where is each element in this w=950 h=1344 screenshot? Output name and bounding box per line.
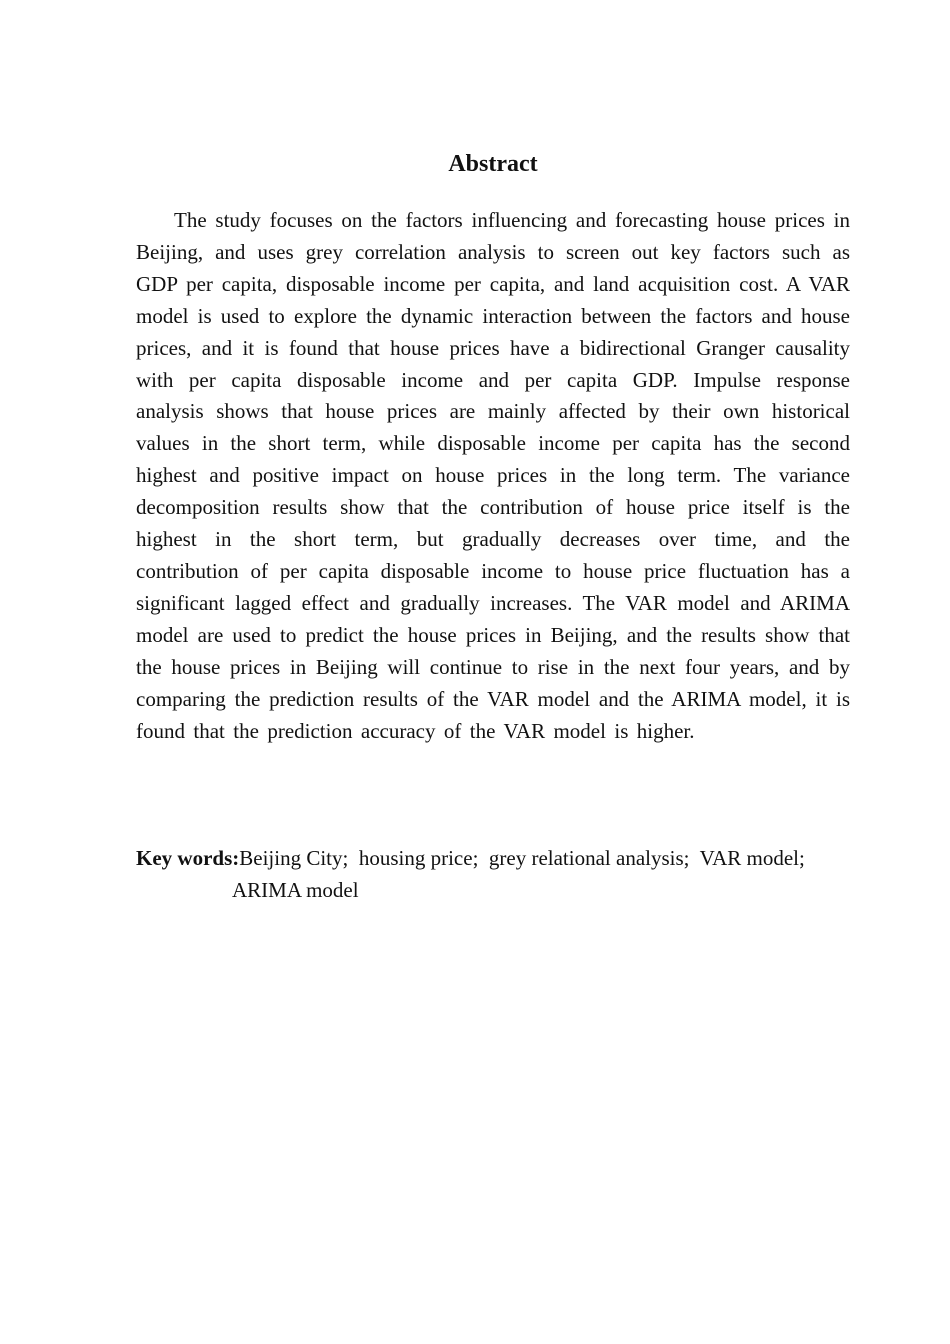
abstract-body: The study focuses on the factors influencing and forecasting house prices in Beijing, and uses grey correlation analysis to screen out key factors such as GDP per capita, disposable income per capita, and land acquisition cost. A VAR model is used to explore the dynamic interaction between the factors and house prices, and it is found that house prices have a bidirectional Granger causality with per capita disposable income and per capita GDP. Impulse response analysis shows that house prices are mainly affected by their own historical values in the short term, while disposable income per capita has the second highest and positive impact on house prices in the long term. The variance decomposition results show that the contribution of house price itself is the highest in the short term, but gradually decreases over time, and the contribution of per capita disposable income to house price fluctuation has a significant lagged effect and gradually increases. The VAR model and ARIMA model are used to predict the house prices in Beijing, and the results show that the house prices in Beijing will continue to rise in the next four years, and by comparing the prediction results of the VAR model and the ARIMA model, it is found that the prediction accuracy of the VAR model is higher. xyxy=(136,208,850,743)
keywords-text: Beijing City; housing price; grey relational analysis; VAR model; ARIMA model xyxy=(232,846,811,902)
keywords-label: Key words: xyxy=(136,846,240,870)
keywords-line xyxy=(136,843,836,907)
abstract-title: Abstract xyxy=(448,151,538,177)
